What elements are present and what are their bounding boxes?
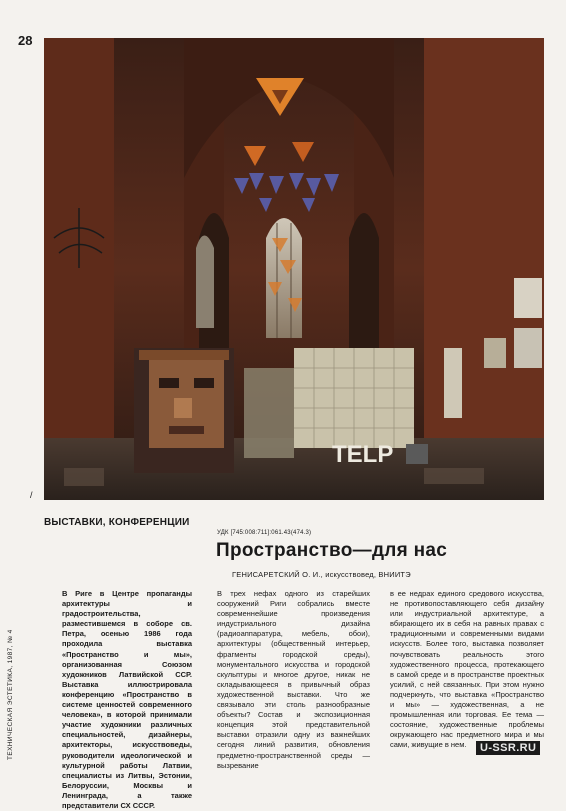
display-panel — [484, 338, 506, 368]
display-panel — [444, 348, 462, 418]
telp-sign-text: TELP — [332, 441, 394, 468]
display-panel — [514, 328, 542, 368]
udk-code: УДК [745:008:711]:061.43(474.3) — [217, 530, 312, 536]
church-interior-illustration — [44, 38, 544, 500]
right-pillar — [424, 38, 544, 500]
margin-mark: / — [30, 490, 33, 500]
lead-paragraph: В Риге в Центре пропаганды архитектуры и градостроительства, разместившемся в соборе св. Петра, осенью 1986 года проходила выставка «Пространство и мы», организованная Союзом художников Латвийской ССР. Выставка иллюстрировала конференцию «Пространство в системе ценностей современного человека», в которой принимали участие художники различных специальностей, дизайнеры, архитекторы, искусствоведы, руководители идеологической и культурной работы Латвии, специалисты из Литвы, Эстонии, Белоруссии, Москвы и Ленинграда, а также представители СХ СССР. — [62, 589, 192, 810]
site-watermark: U-SSR.RU — [476, 741, 540, 755]
journal-spine-label: ТЕХНИЧЕСКАЯ ЭСТЕТИКА, 1987, № 4 — [7, 629, 14, 760]
article-title: Пространство—для нас — [216, 540, 448, 561]
display-panel — [514, 278, 542, 318]
stained-glass-window — [266, 218, 302, 338]
page-number: 28 — [18, 33, 33, 48]
pixel-portrait-artwork — [134, 348, 234, 473]
exhibition-photo — [44, 38, 544, 500]
article-column-1: В трех нефах одного из старейших сооружений Риги собрались вместе современнейшие произведения индустриального дизайна (радиоаппаратура, мебель, обои), архитектуры (общественный интерьер, фрагменты городской среды), монументального искусства и городской скульптуры и многое другое, никак не складывающееся в привычный образ художественной выставки. Что же связывало эти столь разнообразные объекты? Состав и экспозиционная концепция этой представительной выставки отразили одну из важнейших сегодня линий развития, обновления предметно-пространственной среды — вызревание — [217, 589, 370, 770]
article-column-2: в ее недрах единого средового искусства, не противопоставляющего себя дизайну или индустриальной архитектуре, а вбирающего их в себя на равных правах с традиционными и современными видами искусств. Более того, выставка позволяет почувствовать реальность этого художественного процесса, протекающего в самой среде и в пространстве проектных усилий, с ней связанных. При этом нужно подчеркнуть, что выставка «Пространство и мы» — художественная, а не промышленная или торговая. Ее тема — состояние, художественные проблемы окружающего нас предметного мира и мы сами, живущие в нем. — [390, 589, 544, 750]
byline: ГЕНИСАРЕТСКИЙ О. И., искусствовед, ВНИИТЭ — [232, 570, 411, 579]
left-pillar — [44, 38, 114, 500]
section-heading: ВЫСТАВКИ, КОНФЕРЕНЦИИ — [44, 517, 190, 528]
